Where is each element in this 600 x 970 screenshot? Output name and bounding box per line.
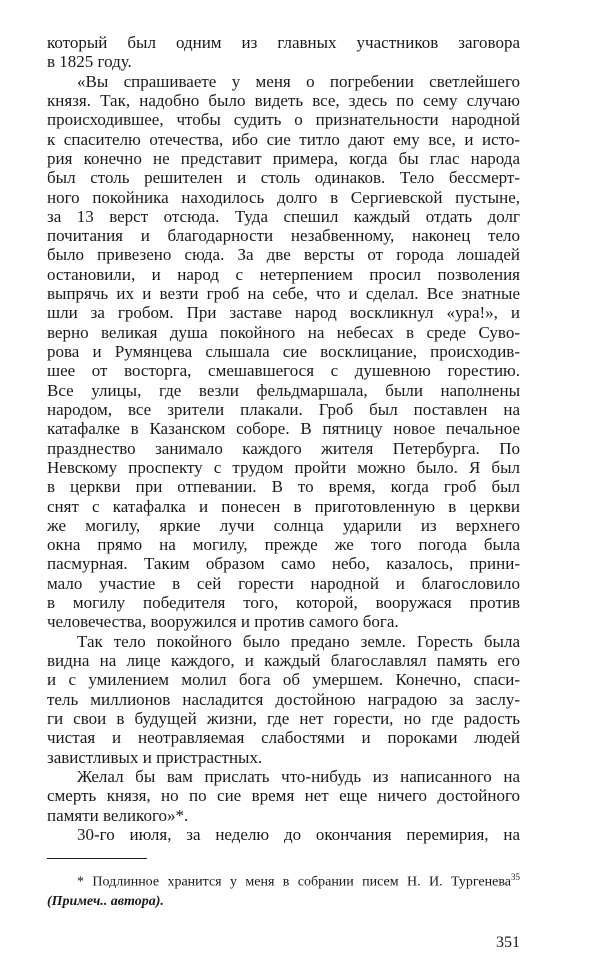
text-line: завистливых и пристрастных. <box>47 747 263 767</box>
text-line: почитания и благодарности незабвенному, наконец тело <box>47 226 520 246</box>
text-line: выпрячь их и везти гроб на себе, что и сделал. Все знатные <box>47 284 520 304</box>
text-line: к спасителю отечества, ибо сие титло дают ему все, и исто- <box>47 129 520 149</box>
text-line: мало участие в сей горести народной и благословило <box>47 573 520 593</box>
text-line: чистая и неотравляемая слабостями и пороками людей <box>47 728 520 748</box>
text-line: Так тело покойного было предано земле. Горесть была <box>77 631 520 651</box>
text-line: «Вы спрашиваете у меня о погребении светлейшего <box>77 71 520 91</box>
text-line: шее от восторга, смешавшегося с душевною горестию. <box>47 361 520 381</box>
text-line: смерть князя, но по сие время нет еще ничего достойного <box>47 786 520 806</box>
text-line: за 13 верст отсюда. Туда спешил каждый отдать долг <box>47 206 520 226</box>
text-line: тель миллионов насладится достойною наградою за заслу- <box>47 689 520 709</box>
footnote-author-note: (Примеч.. автора). <box>47 893 164 909</box>
text-line: шли за гробом. При заставе народ воскликнул «ура!», и <box>47 303 520 323</box>
text-line: князя. Так, надобно было видеть все, здесь по сему случаю <box>47 90 520 110</box>
text-line: памяти великого»*. <box>47 805 189 825</box>
text-line: же могилу, яркие лучи солнца ударили из верхнего <box>47 515 520 535</box>
text-line: был столь решителен и столь одинаков. Тело бессмерт- <box>47 168 520 188</box>
text-line: рия конечно не представит примера, когда бы глас народа <box>47 148 520 168</box>
text-line: верно великая душа покойного на небесах в среде Суво- <box>47 322 520 342</box>
text-line: остановили, и народ с нетерпением просил позволения <box>47 264 520 284</box>
text-line: было привезено сюда. За две версты от города лошадей <box>47 245 520 265</box>
footnote <box>47 868 520 911</box>
footnote-divider <box>47 858 147 859</box>
text-line: Все улицы, где везли фельдмаршала, были наполнены <box>47 380 520 400</box>
text-line: окна прямо на могилу, прежде же того погода была <box>47 535 520 555</box>
body-text <box>47 33 520 844</box>
footnote-text: * Подлинное хранится у меня в собрании писем Н. И. Тургенева <box>77 874 511 890</box>
text-line: катафалке в Казанском соборе. В пятницу новое печальное <box>47 419 520 439</box>
text-line: празднество занимало каждого жителя Петербурга. По <box>47 438 520 458</box>
text-line: в могилу победителя того, которой, вооружася против <box>47 593 520 613</box>
text-line: и с умилением молил бога об умершем. Конечно, спаси- <box>47 670 520 690</box>
text-line: происходившее, чтобы судить о признательности народной <box>47 110 520 130</box>
text-line: Желал бы вам прислать что-нибудь из написанного на <box>77 766 520 786</box>
page-number: 351 <box>496 934 520 951</box>
text-line: который был одним из главных участников заговора <box>47 33 520 52</box>
text-line: ги свои в будущей жизни, где нет горести, но где радость <box>47 708 520 728</box>
text-line: человечества, вооружился и против самого бога. <box>47 612 399 632</box>
text-line: Невскому проспекту с трудом пройти можно было. Я был <box>47 457 520 477</box>
text-line: народом, все зрители плакали. Гроб был поставлен на <box>47 399 520 419</box>
text-line: рова и Румянцева слышала сие восклицание, происходив- <box>47 342 520 361</box>
text-line: видна на лице каждого, и каждый благославлял память его <box>47 651 520 670</box>
text-line: пасмурная. Таким образом само небо, казалось, прини- <box>47 554 520 574</box>
text-line: снят с катафалка и понесен в приготовленную в церкви <box>47 496 520 516</box>
footnote-reference-number: 35 <box>511 872 520 882</box>
text-line: 30-го июля, за неделю до окончания перемирия, на <box>77 824 520 844</box>
text-line: в 1825 году. <box>47 52 132 72</box>
text-line: в церкви при отпевании. В то время, когда гроб был <box>47 477 520 497</box>
footnote-line <box>47 868 520 892</box>
text-line: ного покойника находилось долго в Сергиевской пустыне, <box>47 187 520 207</box>
